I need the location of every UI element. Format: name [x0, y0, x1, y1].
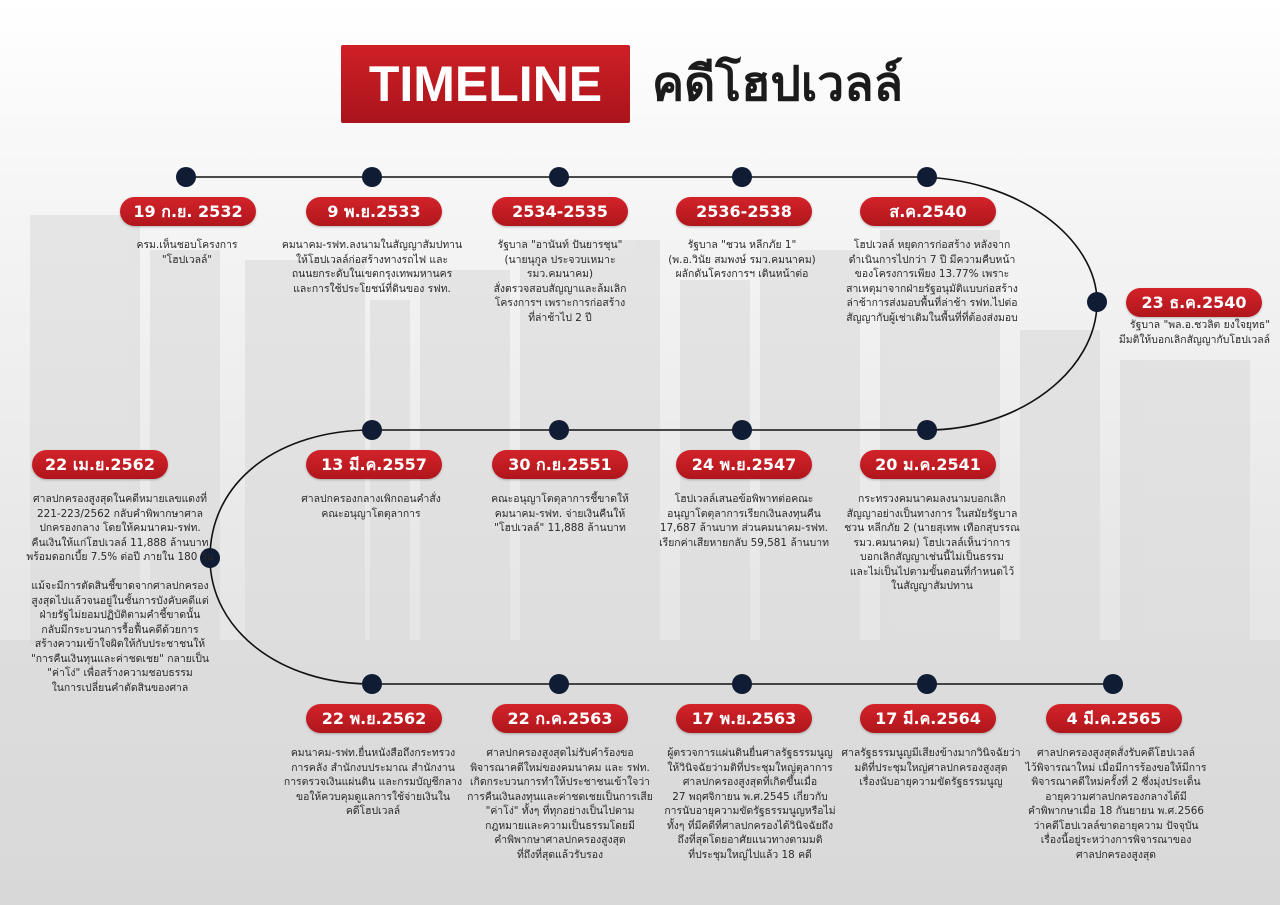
event-description: ศาลรัฐธรรมนูญมีเสียงข้างมากวินิจฉัยว่า มติที่ประชุมใหญ่ศาลปกครองสูงสุด เรื่องนับอายุความขัดรัฐธรรมนูญ: [841, 747, 1021, 788]
timeline-node: [362, 167, 382, 187]
event-date-badge: 17 มี.ค.2564: [860, 704, 996, 733]
event-date-badge: 13 มี.ค.2557: [306, 450, 442, 479]
event-description: ครม.เห็นชอบโครงการ "โฮปเวลล์": [136, 239, 238, 266]
timeline-node: [549, 420, 569, 440]
event-date-badge: ส.ค.2540: [860, 197, 996, 226]
event-description: ศาลปกครองสูงสุดสั่งรับคดีโฮปเวลล์ ไว้พิจารณาใหม่ เมื่อมีการร้องขอให้มีการ พิจารณาคดีใหม่ครั้งที่ 2 ซึ่งมุ่งประเด็น อายุความศาลปกครองกลางได้มี คำพิพากษาเมื่อ 18 กันยายน พ.ศ.2566 ว่าคดีโฮปเวลล์ขาดอายุความ ปัจจุบัน เรื่องนี้อยู่ระหว่างการพิจารณาของ ศาลปกครองสูงสุด: [1025, 747, 1207, 861]
event-description: รัฐบาล "พล.อ.ชวลิต ยงใจยุทธ" มีมติให้บอกเลิกสัญญากับโฮปเวลล์: [1118, 319, 1270, 346]
timeline-node: [1103, 674, 1123, 694]
event-description: โฮปเวลล์เสนอข้อพิพาทต่อคณะ อนุญาโตตุลาการเรียกเงินลงทุนคืน 17,687 ล้านบาท ส่วนคมนาคม-รฟท. เรียกค่าเสียหายกลับ 59,581 ล้านบาท: [659, 493, 829, 549]
event-date-badge: 19 ก.ย. 2532: [120, 197, 256, 226]
event-description: ศาลปกครองกลางเพิกถอนคำสั่ง คณะอนุญาโตตุลาการ: [301, 493, 441, 520]
event-date-badge: 22 พ.ย.2562: [306, 704, 442, 733]
page-title: คดีโฮปเวลล์: [652, 56, 904, 112]
timeline-node: [176, 167, 196, 187]
timeline-node: [362, 674, 382, 694]
event-date-badge: 23 ธ.ค.2540: [1126, 288, 1262, 317]
timeline-node: [732, 674, 752, 694]
event-date-badge: 2534-2535: [492, 197, 628, 226]
event-description: รัฐบาล "ชวน หลีกภัย 1" (พ.อ.วินัย สมพงษ์ รมว.คมนาคม) ผลักดันโครงการฯ เดินหน้าต่อ: [668, 239, 816, 280]
event-description-extra: แม้จะมีการตัดสินชี้ขาดจากศาลปกครอง สูงสุดไปแล้วจนอยู่ในชั้นการบังคับคดีแต่ ฝ่ายรัฐไม่ยอมปฏิบัติตามคำชี้ขาดนั้น กลับมีกระบวนการรื้อฟื้นคดีด้วยการ สร้างความเข้าใจผิดให้กับประชาชนให้ "การคืนเงินทุนและค่าชดเชย" กลายเป็น "ค่าโง่" เพื่อสร้างความชอบธรรม ในการเปลี่ยนคำตัดสินของศาล: [30, 580, 210, 694]
event-description: ผู้ตรวจการแผ่นดินยื่นศาลรัฐธรรมนูญ ให้วินิจฉัยว่ามติที่ประชุมใหญ่ตุลาการ ศาลปกครองสูงสุดที่เกิดขึ้นเมื่อ 27 พฤศจิกายน พ.ศ.2545 เกี่ยวกับ การนับอายุความขัดรัฐธรรมนูญหรือไม่ ทั้งๆ ที่มีคดีที่ศาลปกครองได้วินิจฉัยถึง ถึงที่สุดโดยอาศัยแนวทางตามมติ ที่ประชุมใหญ่ไปแล้ว 18 คดี: [664, 747, 836, 861]
event-description: รัฐบาล "อานันท์ ปันยารชุน" (นายนุกูล ประจวบเหมาะ รมว.คมนาคม) สั่งตรวจสอบสัญญาและล้มเลิก โครงการฯ เพราะการก่อสร้าง ที่ล่าช้าไป 2 ปี: [493, 239, 627, 324]
timeline-node: [1087, 292, 1107, 312]
event-date-badge: 22 ก.ค.2563: [492, 704, 628, 733]
event-date-badge: 4 มี.ค.2565: [1046, 704, 1182, 733]
event-description: กระทรวงคมนาคมลงนามบอกเลิก สัญญาอย่างเป็นทางการ ในสมัยรัฐบาล ชวน หลีกภัย 2 (นายสุเทพ เทือกสุบรรณ รมว.คมนาคม) โฮปเวลล์เห็นว่าการ บอกเลิกสัญญาเช่นนี้ไม่เป็นธรรม และไม่เป็นไปตามขั้นตอนที่กำหนดไว้ ในสัญญาสัมปทาน: [844, 493, 1020, 592]
event-date-badge: 30 ก.ย.2551: [492, 450, 628, 479]
timeline-node: [549, 674, 569, 694]
event-description: คมนาคม-รฟท.ลงนามในสัญญาสัมปทาน ให้โฮปเวลล์ก่อสร้างทางรถไฟ และ ถนนยกระดับในเขตกรุงเทพมหานคร และการใช้ประโยชน์ที่ดินของ รฟท.: [281, 239, 463, 295]
timeline-node: [549, 167, 569, 187]
timeline-node: [917, 674, 937, 694]
event-description: ศาลปกครองสูงสุดในคดีหมายเลขแดงที่ 221-223/2562 กลับคำพิพากษาศาล ปกครองกลาง โดยให้คมนาคม-รฟท. คืนเงินให้แก่โฮปเวลล์ 11,888 ล้านบาท พร้อมดอกเบี้ย 7.5% ต่อปี ภายใน 180 วัน: [26, 493, 214, 563]
event-date-badge: 17 พ.ย.2563: [676, 704, 812, 733]
timeline-node: [917, 420, 937, 440]
event-date-badge: 20 ม.ค.2541: [860, 450, 996, 479]
timeline-node: [732, 167, 752, 187]
event-date-badge: 22 เม.ย.2562: [32, 450, 168, 479]
timeline-node: [917, 167, 937, 187]
timeline-badge: TIMELINE: [341, 45, 630, 123]
event-date-badge: 9 พ.ย.2533: [306, 197, 442, 226]
timeline-node: [362, 420, 382, 440]
event-description: คณะอนุญาโตตุลาการชี้ขาดให้ คมนาคม-รฟท. จ่ายเงินคืนให้ "โฮปเวลล์" 11,888 ล้านบาท: [491, 493, 629, 534]
event-description: คมนาคม-รฟท.ยื่นหนังสือถึงกระทรวง การคลัง สำนักงบประมาณ สำนักงาน การตรวจเงินแผ่นดิน และกรมบัญชีกลาง ขอให้ควบคุมดูแลการใช้จ่ายเงินใน คดีโฮปเวลล์: [283, 747, 463, 817]
event-description: โฮปเวลล์ หยุดการก่อสร้าง หลังจาก ดำเนินการไปกว่า 7 ปี มีความคืบหน้า ของโครงการเพียง 13.77% เพราะ สาเหตุมาจากฝ่ายรัฐอนุมัติแบบก่อสร้าง ล่าช้าการส่งมอบพื้นที่ล่าช้า รฟท.ไปต่อ สัญญากับผู้เช่าเดิมในพื้นที่ที่ต้องส่งมอบ: [846, 239, 1018, 324]
event-date-badge: 24 พ.ย.2547: [676, 450, 812, 479]
event-date-badge: 2536-2538: [676, 197, 812, 226]
timeline-node: [732, 420, 752, 440]
event-description: ศาลปกครองสูงสุดไม่รับคำร้องขอ พิจารณาคดีใหม่ของคมนาคม และ รฟท. เกิดกระบวนการทำให้ประชาชนเข้าใจว่า การคืนเงินลงทุนและค่าชดเชยเป็นการเสีย "ค่าโง่" ทั้งๆ ที่ทุกอย่างเป็นไปตาม กฎหมายและความเป็นธรรมโดยมี คำพิพากษาศาลปกครองสูงสุด ที่ถึงที่สุดแล้วรับรอง: [467, 747, 653, 861]
